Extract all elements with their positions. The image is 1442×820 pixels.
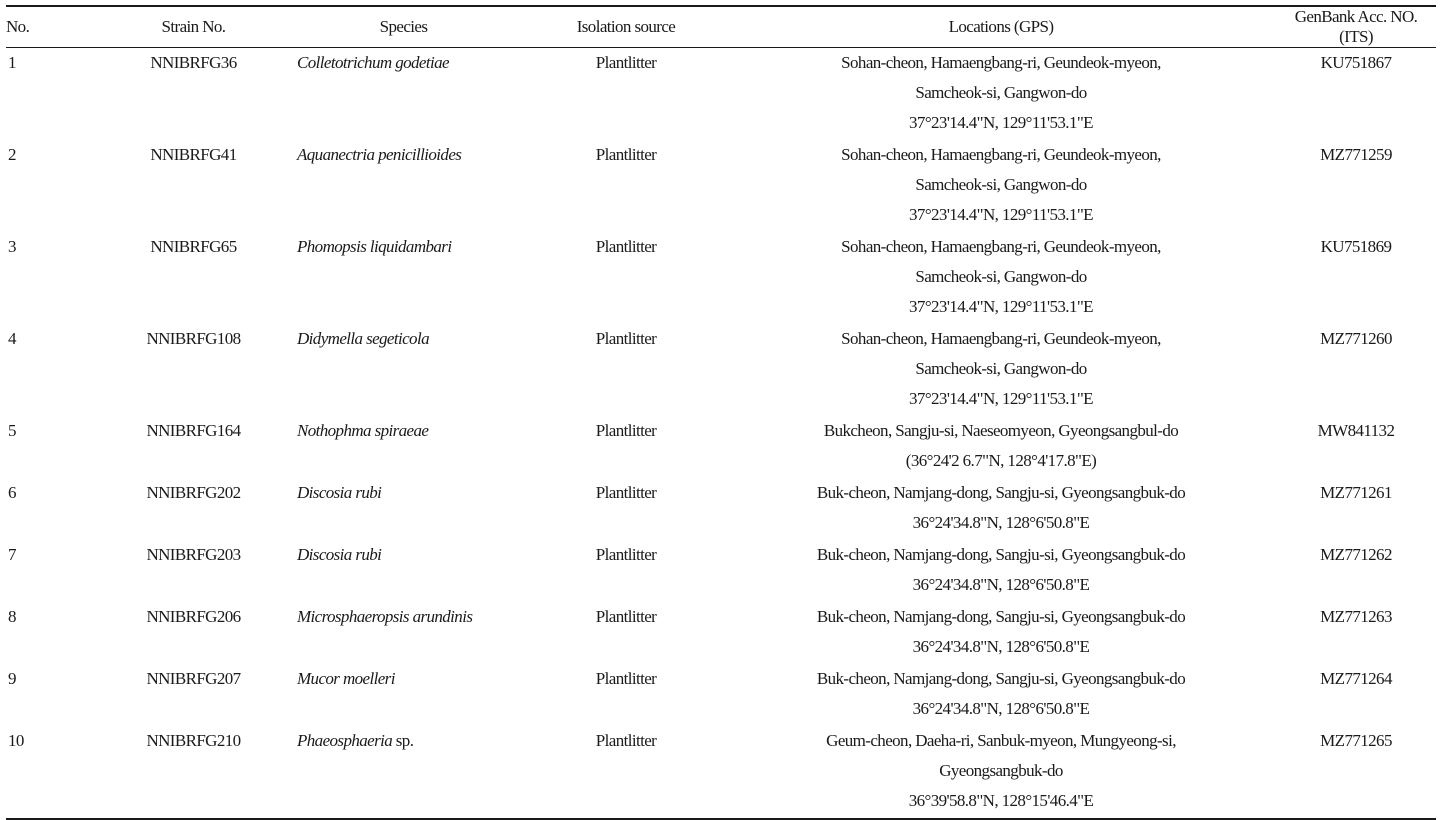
table-row xyxy=(6,726,1436,819)
location-line: 36°24'34.8"N, 128°6'50.8"E xyxy=(912,699,1090,718)
location-line: 36°24'34.8"N, 128°6'50.8"E xyxy=(912,575,1090,594)
cell-strain-no: NNIBRFG108 xyxy=(146,329,241,348)
cell-species xyxy=(281,416,526,478)
location-line: Samcheok-si, Gangwon-do xyxy=(915,83,1087,102)
header-genbank: GenBank Acc. NO. (ITS) xyxy=(1294,7,1418,46)
table-row xyxy=(6,478,1436,540)
location-line: 37°23'14.4"N, 129°11'53.1"E xyxy=(909,205,1093,224)
cell-species xyxy=(281,232,526,324)
species-name: Discosia rubi xyxy=(297,545,382,564)
table-row xyxy=(6,540,1436,602)
cell-species xyxy=(281,48,526,141)
header-no: No. xyxy=(6,17,30,36)
location-line: 37°23'14.4"N, 129°11'53.1"E xyxy=(909,297,1093,316)
cell-strain-no: NNIBRFG41 xyxy=(150,145,237,164)
species-name: Phaeosphaeria xyxy=(297,731,393,750)
table-row xyxy=(6,232,1436,324)
location-line: Buk-cheon, Namjang-dong, Sangju-si, Gyeongsangbuk-do xyxy=(816,607,1186,626)
cell-location xyxy=(726,726,1276,819)
cell-species xyxy=(281,540,526,602)
species-name: Phomopsis liquidambari xyxy=(297,237,452,256)
table-row xyxy=(6,48,1436,141)
header-isolation-source: Isolation source xyxy=(576,17,676,36)
location-line: 37°23'14.4"N, 129°11'53.1"E xyxy=(909,389,1093,408)
cell-genbank-acc: KU751869 xyxy=(1320,237,1392,256)
cell-location xyxy=(726,416,1276,478)
location-line: Geum-cheon, Daeha-ri, Sanbuk-myeon, Mungyeong-si, xyxy=(826,731,1176,750)
cell-no: 2 xyxy=(8,145,16,164)
cell-species xyxy=(281,602,526,664)
cell-species xyxy=(281,664,526,726)
species-name: Microsphaeropsis arundinis xyxy=(297,607,473,626)
species-suffix: sp. xyxy=(392,731,414,750)
cell-genbank-acc: MZ771260 xyxy=(1320,329,1392,348)
cell-isolation-source: Plantlitter xyxy=(595,329,657,348)
header-row xyxy=(6,6,1436,48)
cell-species xyxy=(281,478,526,540)
cell-genbank-acc: KU751867 xyxy=(1320,53,1392,72)
cell-genbank-acc: MZ771261 xyxy=(1320,483,1392,502)
location-line: 36°24'34.8"N, 128°6'50.8"E xyxy=(912,513,1090,532)
cell-isolation-source: Plantlitter xyxy=(595,731,657,750)
table-body xyxy=(6,48,1436,820)
location-line: Gyeongsangbuk-do xyxy=(939,761,1063,780)
cell-no: 5 xyxy=(8,421,16,440)
species-name: Didymella segeticola xyxy=(297,329,429,348)
cell-species xyxy=(281,324,526,416)
cell-species xyxy=(281,726,526,819)
cell-no: 7 xyxy=(8,545,16,564)
cell-strain-no: NNIBRFG36 xyxy=(150,53,237,72)
header-locations: Locations (GPS) xyxy=(948,17,1054,36)
location-line: Buk-cheon, Namjang-dong, Sangju-si, Gyeongsangbuk-do xyxy=(816,545,1186,564)
cell-no: 8 xyxy=(8,607,16,626)
strain-table-container xyxy=(6,5,1436,820)
location-line: 37°23'14.4"N, 129°11'53.1"E xyxy=(909,113,1093,132)
location-line: Sohan-cheon, Hamaengbang-ri, Geundeok-myeon, xyxy=(841,53,1161,72)
cell-no: 1 xyxy=(8,53,16,72)
location-line: Sohan-cheon, Hamaengbang-ri, Geundeok-myeon, xyxy=(841,329,1161,348)
cell-genbank-acc: MW841132 xyxy=(1317,421,1395,440)
cell-genbank-acc: MZ771265 xyxy=(1320,731,1392,750)
cell-strain-no: NNIBRFG206 xyxy=(146,607,241,626)
table-header xyxy=(6,6,1436,48)
cell-isolation-source: Plantlitter xyxy=(595,237,657,256)
cell-strain-no: NNIBRFG202 xyxy=(146,483,241,502)
cell-genbank-acc: MZ771262 xyxy=(1320,545,1392,564)
table-row xyxy=(6,664,1436,726)
cell-location xyxy=(726,140,1276,232)
location-line: Sohan-cheon, Hamaengbang-ri, Geundeok-myeon, xyxy=(841,145,1161,164)
species-name: Colletotrichum godetiae xyxy=(297,53,449,72)
cell-strain-no: NNIBRFG203 xyxy=(146,545,241,564)
cell-strain-no: NNIBRFG65 xyxy=(150,237,237,256)
location-line: Buk-cheon, Namjang-dong, Sangju-si, Gyeongsangbuk-do xyxy=(816,669,1186,688)
cell-genbank-acc: MZ771264 xyxy=(1320,669,1392,688)
location-line: Samcheok-si, Gangwon-do xyxy=(915,359,1087,378)
cell-no: 9 xyxy=(8,669,16,688)
header-strain-no: Strain No. xyxy=(161,17,226,36)
cell-isolation-source: Plantlitter xyxy=(595,545,657,564)
cell-location xyxy=(726,540,1276,602)
cell-location xyxy=(726,602,1276,664)
location-line: Samcheok-si, Gangwon-do xyxy=(915,175,1087,194)
cell-isolation-source: Plantlitter xyxy=(595,421,657,440)
location-line: Bukcheon, Sangju-si, Naeseomyeon, Gyeongsangbul-do xyxy=(823,421,1179,440)
location-line: 36°39'58.8"N, 128°15'46.4"E xyxy=(908,791,1094,810)
cell-species xyxy=(281,140,526,232)
table-row xyxy=(6,602,1436,664)
cell-isolation-source: Plantlitter xyxy=(595,53,657,72)
cell-genbank-acc: MZ771263 xyxy=(1320,607,1392,626)
cell-no: 4 xyxy=(8,329,16,348)
cell-location xyxy=(726,664,1276,726)
location-line: Sohan-cheon, Hamaengbang-ri, Geundeok-myeon, xyxy=(841,237,1161,256)
strain-table xyxy=(6,5,1436,820)
species-name: Discosia rubi xyxy=(297,483,382,502)
cell-isolation-source: Plantlitter xyxy=(595,669,657,688)
table-row xyxy=(6,140,1436,232)
cell-strain-no: NNIBRFG164 xyxy=(146,421,241,440)
species-name: Mucor moelleri xyxy=(297,669,395,688)
cell-isolation-source: Plantlitter xyxy=(595,145,657,164)
location-line: (36°24'2 6.7"N, 128°4'17.8"E) xyxy=(905,451,1097,470)
cell-location xyxy=(726,478,1276,540)
cell-location xyxy=(726,324,1276,416)
cell-strain-no: NNIBRFG210 xyxy=(146,731,241,750)
cell-genbank-acc: MZ771259 xyxy=(1320,145,1392,164)
species-name: Aquanectria penicillioides xyxy=(297,145,462,164)
location-line: Buk-cheon, Namjang-dong, Sangju-si, Gyeongsangbuk-do xyxy=(816,483,1186,502)
location-line: Samcheok-si, Gangwon-do xyxy=(915,267,1087,286)
cell-isolation-source: Plantlitter xyxy=(595,483,657,502)
species-name: Nothophma spiraeae xyxy=(297,421,429,440)
cell-location xyxy=(726,48,1276,141)
table-row xyxy=(6,324,1436,416)
cell-no: 3 xyxy=(8,237,16,256)
cell-isolation-source: Plantlitter xyxy=(595,607,657,626)
cell-no: 6 xyxy=(8,483,16,502)
table-row xyxy=(6,416,1436,478)
location-line: 36°24'34.8"N, 128°6'50.8"E xyxy=(912,637,1090,656)
cell-strain-no: NNIBRFG207 xyxy=(146,669,241,688)
cell-location xyxy=(726,232,1276,324)
cell-no: 10 xyxy=(8,731,24,750)
header-species: Species xyxy=(379,17,428,36)
